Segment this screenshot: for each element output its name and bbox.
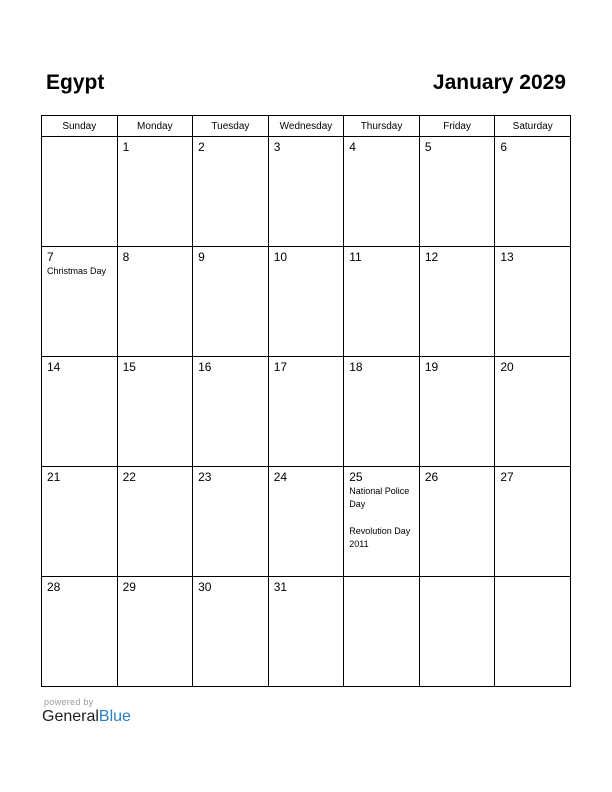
day-number: 21	[47, 470, 61, 484]
day-cell-content	[269, 577, 344, 594]
week-row	[42, 247, 571, 357]
country-title: Egypt	[46, 71, 105, 94]
calendar-grid	[41, 115, 571, 687]
day-cell-content	[495, 247, 570, 264]
day-cell-29[interactable]	[117, 577, 193, 687]
week-row	[42, 357, 571, 467]
day-number: 1	[122, 140, 130, 154]
day-cell-7[interactable]	[42, 247, 118, 357]
day-cell-content	[118, 467, 193, 484]
day-cell-content	[42, 467, 117, 484]
day-cell-26[interactable]	[419, 467, 495, 577]
day-cell-content	[269, 467, 344, 484]
day-cell-content	[495, 467, 570, 484]
weekday-header-wednesday: Wednesday	[268, 116, 344, 137]
day-cell-content	[344, 357, 419, 374]
day-number: 31	[273, 580, 288, 594]
day-number: 16	[198, 360, 212, 374]
day-number: 10	[273, 250, 288, 264]
day-cell-content	[42, 577, 117, 594]
weekday-header-tuesday: Tuesday	[193, 116, 269, 137]
day-number: 2	[198, 140, 205, 154]
day-number: 14	[47, 360, 61, 374]
day-number: 24	[273, 470, 288, 484]
day-cell-content	[269, 247, 344, 264]
day-cell-20[interactable]	[495, 357, 571, 467]
day-cell-2[interactable]	[193, 137, 269, 247]
holiday-label: Christmas Day	[47, 266, 107, 276]
day-number: 12	[424, 250, 439, 264]
day-number: 15	[122, 360, 136, 374]
day-number: 18	[349, 360, 363, 374]
day-cell-content	[269, 357, 344, 374]
day-number: 26	[424, 470, 439, 484]
empty-day-cell	[344, 577, 420, 687]
day-cell-18[interactable]	[344, 357, 420, 467]
day-cell-21[interactable]	[42, 467, 118, 577]
day-cell-10[interactable]	[268, 247, 344, 357]
day-cell-content	[344, 467, 419, 551]
day-cell-22[interactable]	[117, 467, 193, 577]
empty-day-cell	[495, 577, 571, 687]
day-cell-content	[193, 137, 268, 154]
footer-branding	[42, 697, 131, 726]
weekday-header-row	[42, 116, 571, 137]
day-cell-6[interactable]	[495, 137, 571, 247]
day-cell-1[interactable]	[117, 137, 193, 247]
day-cell-5[interactable]	[419, 137, 495, 247]
day-number: 6	[500, 140, 508, 154]
day-number: 23	[198, 470, 212, 484]
day-number: 30	[198, 580, 212, 594]
day-cell-content	[420, 577, 495, 580]
day-cell-content	[420, 247, 495, 264]
day-number: 19	[424, 360, 439, 374]
day-cell-content	[42, 247, 117, 278]
weekday-header-thursday: Thursday	[344, 116, 420, 137]
day-number: 4	[349, 140, 356, 154]
day-number: 11	[349, 250, 362, 264]
day-cell-content	[193, 247, 268, 264]
powered-by-text: powered by	[44, 697, 94, 707]
weekday-header-monday: Monday	[117, 116, 193, 137]
day-cell-25[interactable]	[344, 467, 420, 577]
day-number: 8	[122, 250, 130, 264]
empty-day-cell	[42, 137, 118, 247]
day-cell-content	[118, 357, 193, 374]
empty-day-cell	[419, 577, 495, 687]
day-cell-content	[193, 577, 268, 594]
day-cell-content	[344, 577, 419, 580]
day-cell-content	[118, 247, 193, 264]
day-number: 27	[500, 470, 514, 484]
day-number: 13	[500, 250, 514, 264]
day-number: 29	[122, 580, 136, 594]
day-cell-content	[42, 357, 117, 374]
day-cell-content	[495, 577, 570, 580]
day-cell-content	[193, 357, 268, 374]
generalblue-logo[interactable]	[42, 708, 131, 726]
day-cell-28[interactable]	[42, 577, 118, 687]
weekday-header-sunday: Sunday	[42, 116, 118, 137]
day-cell-content	[344, 137, 419, 154]
day-cell-content	[118, 577, 193, 594]
day-number: 20	[500, 360, 514, 374]
day-cell-17[interactable]	[268, 357, 344, 467]
day-cell-content	[420, 137, 495, 154]
weekday-header-friday: Friday	[419, 116, 495, 137]
week-row	[42, 137, 571, 247]
day-number: 17	[273, 360, 288, 374]
day-cell-11[interactable]	[344, 247, 420, 357]
day-cell-content	[420, 357, 495, 374]
day-cell-content	[495, 357, 570, 374]
day-cell-15[interactable]	[117, 357, 193, 467]
day-number: 7	[47, 250, 54, 264]
day-number: 28	[47, 580, 61, 594]
day-cell-content	[420, 467, 495, 484]
holiday-label: Revolution Day 2011	[349, 526, 411, 549]
week-row	[42, 467, 571, 577]
day-cell-14[interactable]	[42, 357, 118, 467]
day-cell-13[interactable]	[495, 247, 571, 357]
day-cell-12[interactable]	[419, 247, 495, 357]
day-cell-30[interactable]	[193, 577, 269, 687]
brand-general-text: General	[42, 708, 99, 725]
day-cell-9[interactable]	[193, 247, 269, 357]
brand-blue-text: Blue	[98, 708, 131, 725]
day-number: 9	[198, 250, 205, 264]
day-cell-4[interactable]	[344, 137, 420, 247]
week-row	[42, 577, 571, 687]
day-number: 25	[349, 470, 363, 484]
day-cell-23[interactable]	[193, 467, 269, 577]
day-cell-content	[344, 247, 419, 264]
day-cell-19[interactable]	[419, 357, 495, 467]
day-cell-content	[118, 137, 193, 154]
day-cell-27[interactable]	[495, 467, 571, 577]
month-title: January 2029	[432, 71, 566, 94]
day-cell-3[interactable]	[268, 137, 344, 247]
holiday-label: National Police Day	[349, 486, 410, 509]
day-number: 5	[424, 140, 432, 154]
day-cell-content	[495, 137, 570, 154]
day-cell-24[interactable]	[268, 467, 344, 577]
weekday-header-saturday: Saturday	[495, 116, 571, 137]
day-cell-8[interactable]	[117, 247, 193, 357]
day-number: 3	[273, 140, 281, 154]
day-cell-16[interactable]	[193, 357, 269, 467]
day-number: 22	[122, 470, 136, 484]
day-cell-content	[269, 137, 344, 154]
day-cell-content	[42, 137, 117, 140]
day-cell-31[interactable]	[268, 577, 344, 687]
day-cell-content	[193, 467, 268, 484]
